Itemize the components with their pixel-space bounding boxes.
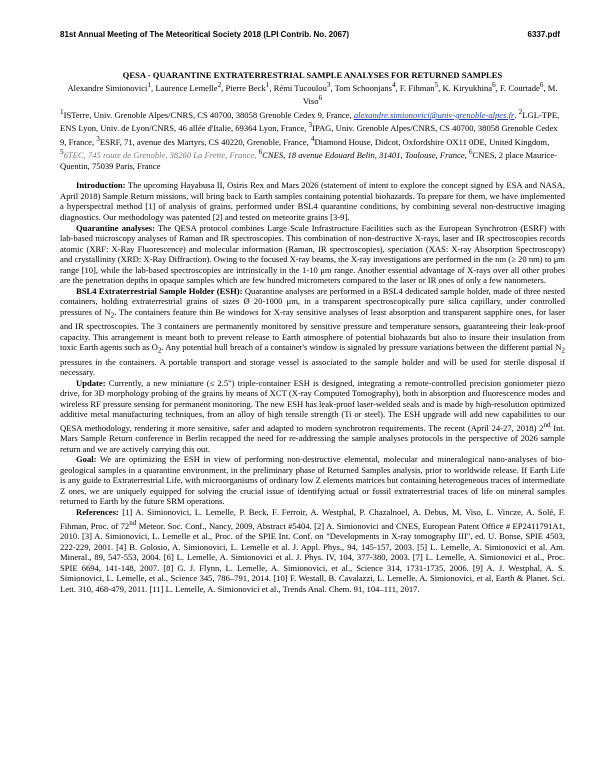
author: , M. Viso [302, 82, 558, 107]
email-link[interactable]: alexandre.simionovici@univ-grenoble-alpes.fr [353, 109, 515, 120]
author-superscript: 1 [265, 81, 270, 89]
update-paragraph [60, 378, 565, 455]
section-text: [1] A. Simionovici, L. Lemelle, P. Beck, F. Ferroir, A. Westphal, P. Chazalnoel, A. Debus, M. Viso, L. Vincze, A. Solé, F. Fihman, Proc. of 72 [60, 507, 565, 531]
subscript: 2 [110, 311, 115, 320]
affil-superscript: 4 [310, 134, 315, 143]
subscript: 2 [561, 346, 565, 355]
affiliation: LGL-TPE, ENS Lyon, Univ. de Lyon/CNRS, 46 allée d'Italie, 69364 Lyon, France, [60, 109, 560, 134]
section-heading: Introduction: [76, 180, 126, 191]
abstract-body [60, 70, 565, 594]
affiliation: ISTerre, Univ. Grenoble Alpes/CNRS, CS 40700, 38058 Grenoble Cedex 9, France, [63, 109, 354, 120]
esh-paragraph [60, 286, 565, 378]
superscript: nd [543, 420, 551, 429]
section-heading: Quarantine analyses: [76, 222, 155, 233]
section-text: We are optimizing the ESH in view of performing non-destructive elemental, molecular and mineralogical nano-analyses of bio-geological samples in a quarantine environment, in the preliminary phase of Returned Samples analysis, prior to worldwide release. If Earth Life is any guide to Extraterrestrial Life, with microorganisms of ordinary low Z elements matrices but containing heterogeneous traces of intermediate Z ones, we are uniquely equipped for solving the crucial issue of identifying actual or fossil extraterrestrial traces of life on mineral samples returned to Earth by the future SRM operations. [60, 454, 565, 507]
author: , Rémi Tucoulou [269, 82, 327, 93]
affiliations [60, 107, 565, 171]
section-text: pressures in the containers. A portable transport and storage vessel is associated to the sample holder and will be used for sterile disposal if necessary. [60, 356, 565, 378]
author: , Pierre Beck [221, 82, 266, 93]
section-heading: References: [76, 507, 119, 518]
author: Alexandre Simionovici [67, 82, 148, 93]
affil-superscript: 1 [60, 107, 64, 116]
author: , Tom Schoonjans [330, 82, 393, 93]
affil-superscript: 3 [96, 134, 100, 143]
author: , K. Kiryukhina [438, 82, 493, 93]
section-text: Quarantine analyses are performed in a BSL4 dedicated sample holder, made of three nested containers, holding extraterrestrial grains of sizes Ø 20-1000 μm, in a transparent spectroscopically pure silica capillary, under controlled pressures of N [60, 285, 565, 317]
affiliation: Diamond House, Didcot, Oxfordshire OX11 0DE, United Kingdom, [314, 136, 550, 147]
author-superscript: 2 [217, 81, 222, 89]
section-text: . Any potential hull breach of a container's window is signaled by pressure variations between the different partial N [161, 342, 562, 353]
conference-header: 81st Annual Meeting of The Meteoritical Society 2018 (LPI Contrib. No. 2067) [60, 30, 350, 39]
author: , Laurence Lemelle [151, 82, 218, 93]
affiliation: ESRF, 71, avenue des Martyrs, CS 40220, Grenoble, France, [99, 136, 311, 147]
file-name: 6337.pdf [527, 30, 560, 39]
superscript: nd [129, 518, 137, 527]
affiliation: CNES, 18 avenue Edouard Belin, 31401, Toulouse, France, [262, 150, 469, 161]
author-superscript: 3 [326, 81, 331, 89]
author-superscript: 5 [434, 81, 439, 89]
affil-superscript: 6 [468, 148, 473, 157]
goal-paragraph [60, 454, 565, 507]
section-text: The upcoming Hayabusa II, Osiris Rex and Mars 2026 (statement of intent to explore the concept signed by ESA and NASA, April 2018) Sample Return missions, will bring back to Earth samples containing potential biohazards. To prepare for them, we have implemented a hyperspectral method [1] of analysis of grains, performed under BSL4 quarantine conditions, by combining several non-destructive imaging diagnostics. Our methodology was patented [2] and tested on meteorite grains [3-9]. [60, 180, 565, 222]
spacer [60, 171, 565, 180]
author-superscript: 6 [318, 94, 323, 103]
quarantine-paragraph [60, 223, 565, 286]
author-superscript: 6 [492, 81, 496, 89]
affil-separator: . [514, 109, 519, 120]
author-superscript: 4 [392, 81, 396, 89]
section-text: . The containers feature thin Be windows for X-ray sensitive analyses of least absorption and transparent sapphire ones, for laser and IR spectroscopies. The 3 containers are permanently monitored by sensitive pressure and temperature sensors, guaranteeing their leak-proof capacity. This arrangement is meant both to prevent release to Earth atmosphere of potential biohazards but also to insure their insulation from toxic Earth agents such as O [60, 306, 565, 353]
author-superscript: 1 [147, 81, 152, 89]
section-heading: Goal: [76, 454, 97, 465]
section-heading: BSL4 Extraterrestrial Sample Holder (ESH): [76, 285, 243, 296]
author-superscript: 6 [539, 81, 544, 89]
section-text: Meteor. Soc. Conf., Nancy, 2009, Abstract #5404. [2] A. Simionovici and CNES, European Patent Office # EP2411791A1, 2010. [3] A. Simionovici, L. Lemelle et al., Proc. of the SPIE Int. Conf. on "Developments in X-ray tomography III", ed. U. Bonse, SPIE 4503, 222-229, 2001. [4] B. Golosio, A. Simionovici, L. Lemelle et al. J. Appl. Phys., 94, 145-157, 2003. [5] L. Lemelle, A. Simionovici et al. Am. Mineral., 89, 547-553, 2004. [6] L. Lemelle, A. Simionovici et al. J. Phys. IV, 104, 377-380, 2003. [7] L. Lemelle, A. Simionovici et al., Proc. SPIE 6694, 141-148, 2007. [8] G. J. Flynn, L. Lemelle, A. Simionovici, et al., Science 314, 1731-1735, 2006. [9] A. J. Westphal, A. S. Simionovici, L. Lemelle, et al., Science 345, 786–791, 2014. [10] F. Westall, B. Cavalazzi, L. Lemelle, A. Simionovici, et al, Earth & Planet. Sci. Lett. 310, 468-479, 2011. [11] L. Lemelle, A. Simionovici et al., Trends Anal. Chem. 91, 104–111, 2017. [60, 520, 565, 594]
author: , F. Courtade [495, 82, 540, 93]
affiliation: CNES, 2 place Maurice-Quentin, 75039 Paris, France [60, 150, 558, 171]
section-text: The QESA protocol combines Large Scale Infrastructure Facilities such as the European Synchrotron (ESRF) with lab-based microscopy analyses of Raman and IR spectroscopies. This combination of non-destructive X-rays, laser and IR spectroscopies records atomic (XRF: X-Ray Fluorescence) and molecular information (Raman, IR spectroscopies), speciation (XAS: X-ray Absorption Spectroscopy) and crystallinity (XRD: X-Ray Diffraction). Owing to the focused X-ray beams, the X-ray investigations are performed in the nm (≥ 20 nm) to μm range [10], while the lab-based spectroscopies are intrinsically in the 1-10 μm range. Another essential advantage of X-rays over all other probes are the penetration depths in opaque samples which are few hundred micrometers compared to the laser or IR ones of only a few nanometers. [60, 222, 565, 286]
affiliation: 6TEC, 745 route de Grenoble, 38260 La Frette, France, [63, 150, 259, 161]
references-paragraph [60, 507, 565, 594]
author-list [60, 80, 565, 107]
section-heading: Update: [76, 377, 106, 388]
affil-superscript: 5 [60, 148, 64, 157]
affil-superscript: 2 [518, 107, 523, 116]
affiliation: IPAG, Univ. Grenoble Alpes/CNRS, CS 40700, 38058 Grenoble Cedex 9, France, [60, 123, 558, 147]
abstract-title: QESA - QUARANTINE EXTRATERRESTRIAL SAMPLE ANALYSES FOR RETURNED SAMPLES [122, 70, 503, 80]
author: , F. Fihman [395, 82, 435, 93]
subscript: 2 [157, 346, 162, 355]
affil-superscript: 6 [258, 148, 263, 157]
section-text: Currently, a new miniature (≤ 2.5") triple-container ESH is designed, integrating a remote-controlled precision goniometer piezo drive, for 3D morphology probing of the grains by means of XCT (X-ray Computed Tomography), both in absorption and fluorescence modes and wireless RF pressure sensing for permanent monitoring. The new ESH has leak-proof laser-welded seals and is made by high-resolution optimized additive metal manufacturing techniques, from an alloy of high tensile strength (Ti or steel). The ESH upgrade will add new capabilities to our QESA methodology, rendering it more sensitive, safer and adapted to modern synchrotron requirements. The recent (April 24-27, 2018) 2 [60, 377, 565, 433]
intro-paragraph [60, 180, 565, 222]
section-text: Int. Mars Sample Return conference in Berlin recapped the need for re-addressing the sample analyses protocols in the perspective of 2026 sample return and we are actively carrying this out. [60, 422, 565, 454]
affil-superscript: 3 [308, 121, 313, 130]
